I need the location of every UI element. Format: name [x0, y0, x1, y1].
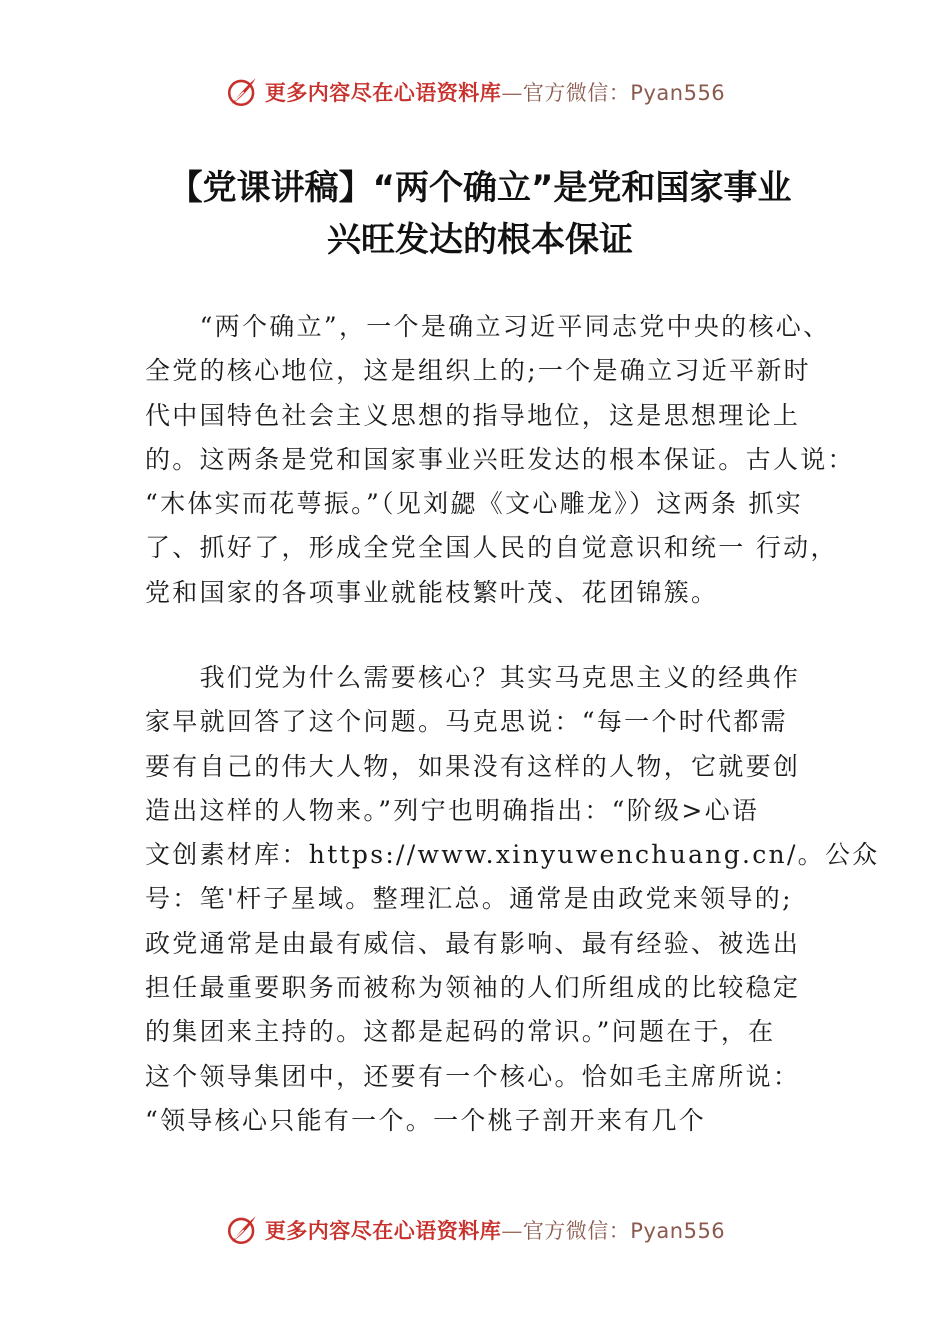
footer-banner	[0, 1210, 950, 1250]
footer-banner-title: 更多内容尽在心语资料库	[264, 1218, 502, 1243]
paragraph-line: 号：笔'杆子星域。整理汇总。通常是由政党来领导的;	[145, 884, 793, 914]
paragraph-line: 造出这样的人物来。”列宁也明确指出：“阶级>心语	[145, 795, 760, 825]
header-banner-text	[265, 77, 725, 107]
quill-pen-logo-icon	[225, 75, 259, 109]
header-banner	[0, 72, 950, 112]
paragraph-line: 的集团来主持的。这都是起码的常识。”问题在于，在	[145, 1017, 776, 1047]
paragraph-line: 全党的核心地位，这是组织上的;一个是确立习近平新时	[145, 356, 811, 386]
header-banner-separator: —	[501, 81, 523, 105]
paragraph-line: 了、抓好了，形成全党全国人民的自觉意识和统一 行动，	[145, 533, 838, 563]
quill-pen-logo-icon	[225, 1213, 259, 1247]
document-title	[100, 162, 860, 266]
document-title-line-2: 兴旺发达的根本保证	[327, 220, 633, 260]
paragraph-line: 家早就回答了这个问题。马克思说：“每一个时代都需	[145, 707, 788, 737]
header-banner-wechat: 官方微信：Pyan556	[522, 81, 726, 105]
header-banner-title: 更多内容尽在心语资料库	[264, 80, 502, 105]
paragraph-line: 担任最重要职务而被称为领袖的人们所组成的比较稳定	[145, 973, 801, 1003]
paragraph-line: 文创素材库：https://www.xinyuwenchuang.cn/。公众	[145, 840, 880, 870]
footer-banner-separator: —	[501, 1219, 523, 1243]
footer-banner-wechat: 官方微信：Pyan556	[522, 1219, 726, 1243]
document-title-line-1: 【党课讲稿】“两个确立”是党和国家事业	[168, 168, 792, 208]
paragraph-line: 党和国家的各项事业就能枝繁叶茂、花团锦簇。	[145, 577, 719, 607]
paragraph-line: “木体实而花萼振。”（见刘勰《文心雕龙》）这两条 抓实	[145, 489, 804, 519]
footer-banner-text	[265, 1215, 725, 1245]
paragraph-line: 代中国特色社会主义思想的指导地位，这是思想理论上	[145, 400, 801, 430]
paragraph-1	[145, 305, 855, 615]
paragraph-line: “两个确立”，一个是确立习近平同志党中央的核心、	[145, 312, 831, 341]
paragraph-line: 要有自己的伟大人物，如果没有这样的人物，它就要创	[145, 751, 801, 781]
paragraph-line: 政党通常是由最有威信、最有影响、最有经验、被选出	[145, 928, 801, 958]
paragraph-line: “领导核心只能有一个。一个桃子剖开来有几个	[145, 1105, 707, 1135]
paragraph-line: 这个领导集团中，还要有一个核心。恰如毛主席所说：	[145, 1061, 801, 1091]
paragraph-line: 我们党为什么需要核心？其实马克思主义的经典作	[145, 663, 801, 692]
paragraph-2	[145, 656, 880, 1143]
paragraph-line: 的。这两条是党和国家事业兴旺发达的根本保证。古人说：	[145, 444, 855, 474]
